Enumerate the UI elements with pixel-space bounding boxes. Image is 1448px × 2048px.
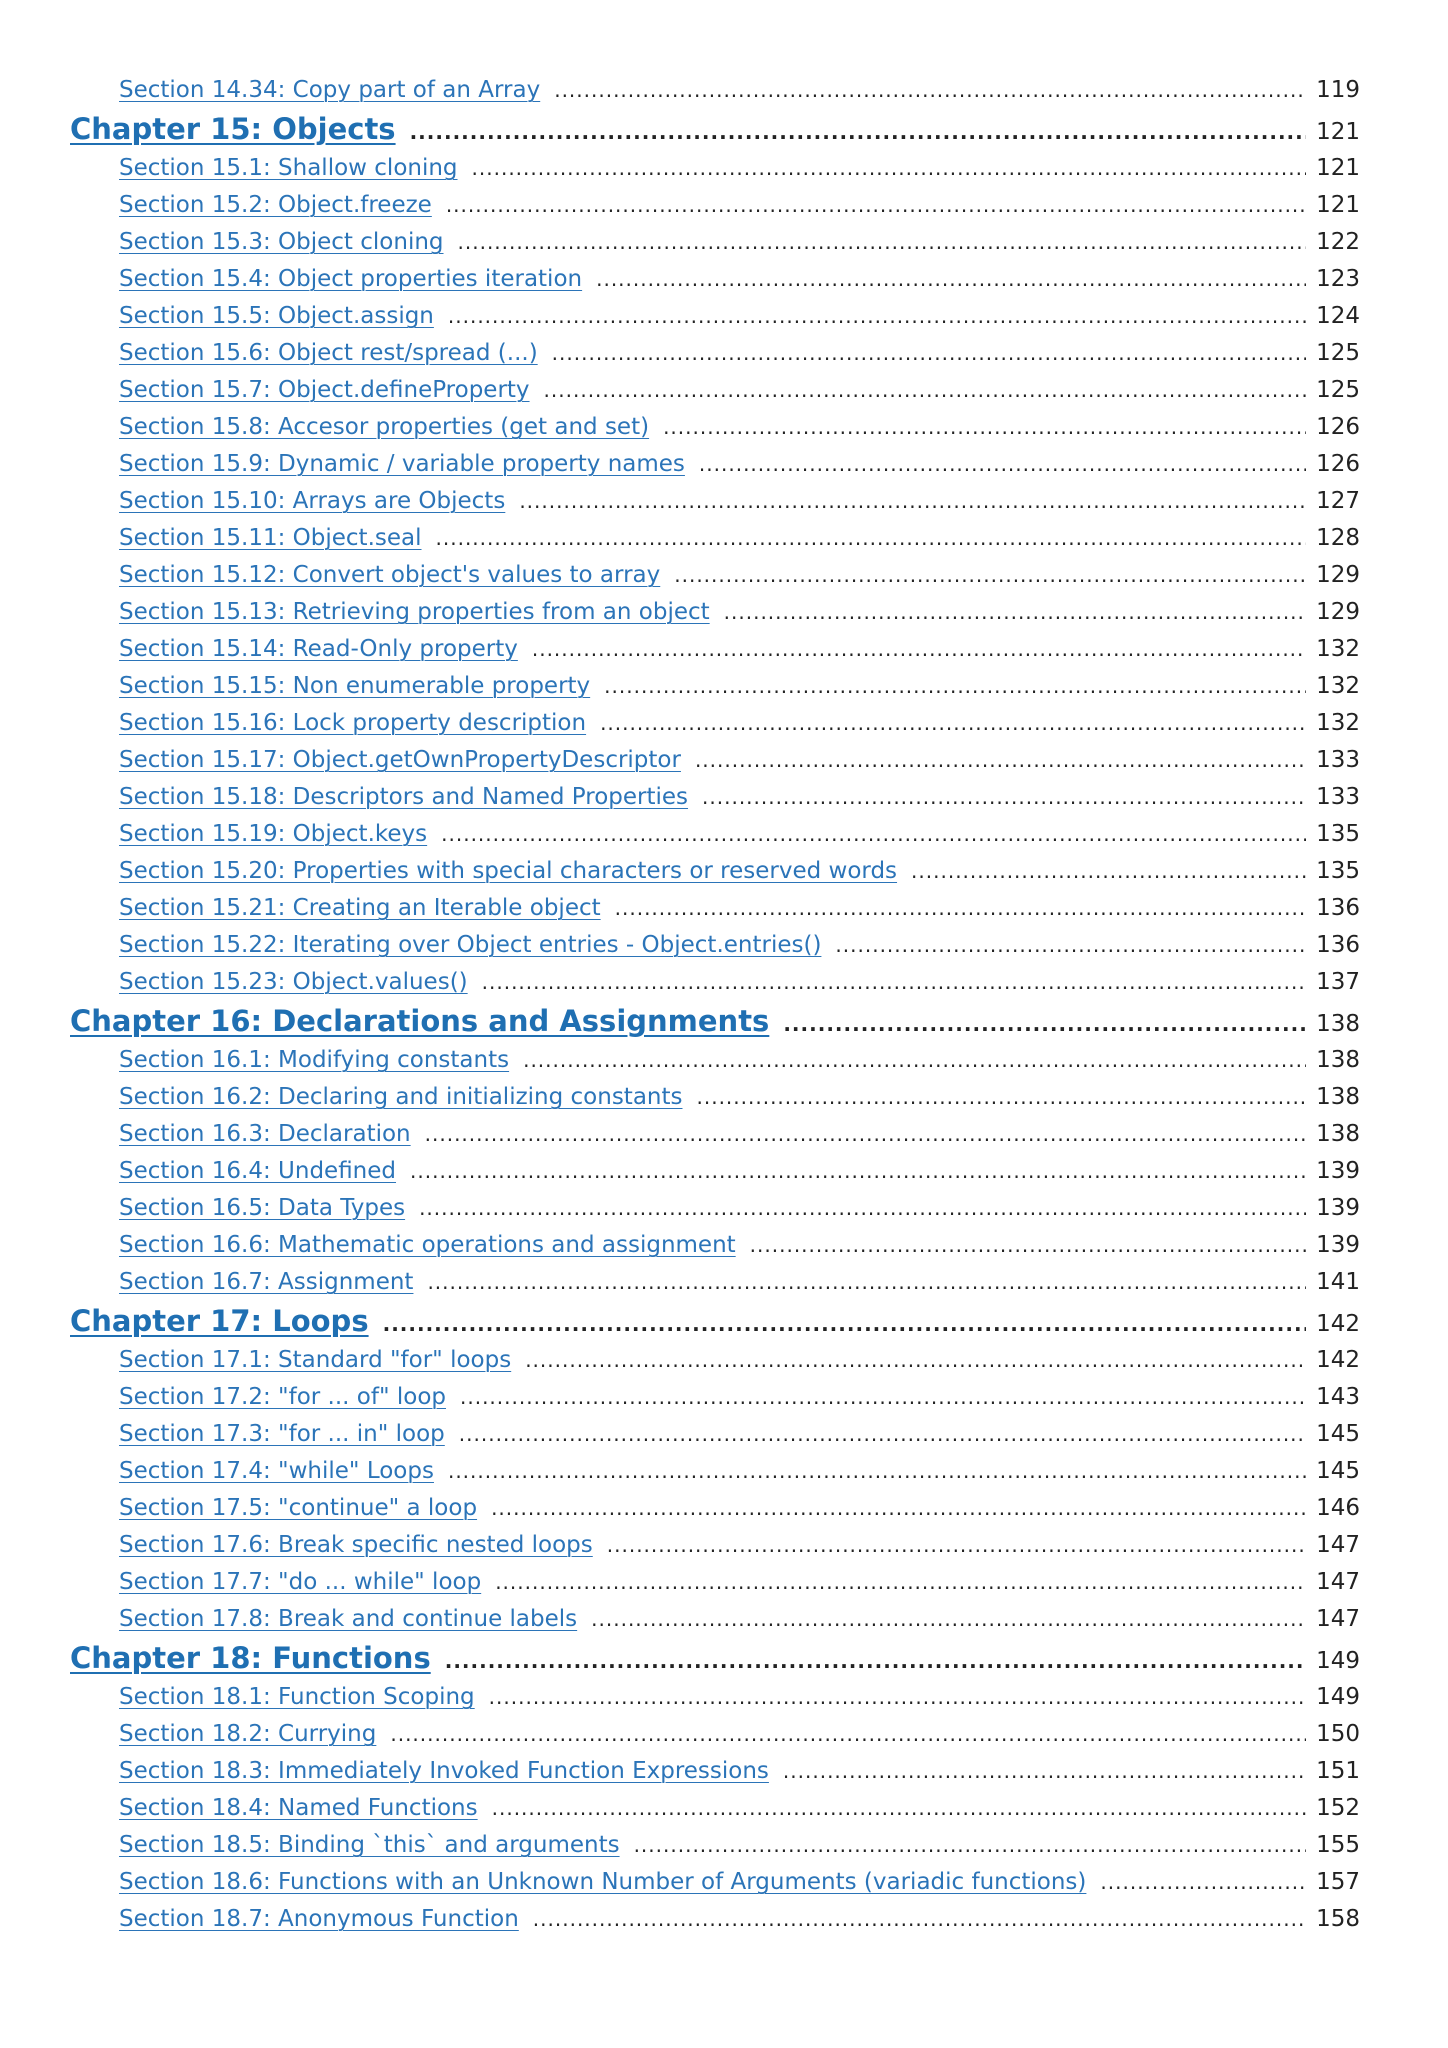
page-number: 146 (1316, 1495, 1360, 1521)
toc-section-row[interactable] (70, 1827, 1360, 1864)
page-number: 132 (1316, 673, 1360, 699)
dot-leader (1100, 1864, 1306, 1901)
page-number: 121 (1316, 192, 1360, 218)
toc-section-row[interactable] (70, 372, 1360, 409)
dot-leader (489, 1679, 1306, 1716)
section-link[interactable]: Section 15.18: Descriptors and Named Properties (119, 784, 689, 810)
page-number: 123 (1316, 266, 1360, 292)
dot-leader (695, 742, 1306, 779)
section-link[interactable]: Section 18.4: Named Functions (119, 1795, 478, 1821)
page-number: 138 (1316, 1121, 1360, 1147)
dot-leader (436, 520, 1307, 557)
section-link[interactable]: Section 15.23: Object.values() (119, 969, 468, 995)
toc-section-row[interactable] (70, 1527, 1360, 1564)
dot-leader (544, 372, 1307, 409)
page-number: 121 (1316, 155, 1360, 181)
dot-leader (532, 631, 1306, 668)
toc-section-row[interactable] (70, 557, 1360, 594)
page-number: 152 (1316, 1795, 1360, 1821)
section-link[interactable]: Section 15.9: Dynamic / variable property names (119, 451, 685, 477)
dot-leader (419, 1190, 1306, 1227)
dot-leader (615, 890, 1306, 927)
section-link[interactable]: Section 18.2: Currying (119, 1721, 377, 1747)
toc-section-row[interactable] (70, 1601, 1360, 1638)
page-number: 136 (1316, 932, 1360, 958)
toc-section-row[interactable] (70, 668, 1360, 705)
dot-leader (600, 705, 1306, 742)
section-link[interactable]: Section 15.20: Properties with special characters or reserved words (119, 858, 898, 884)
section-link[interactable]: Section 16.5: Data Types (119, 1195, 406, 1221)
page-number: 126 (1316, 451, 1360, 477)
dot-leader (472, 150, 1307, 187)
toc-section-row[interactable] (70, 1490, 1360, 1527)
dot-leader (591, 1601, 1306, 1638)
dot-leader (482, 964, 1306, 1001)
section-link[interactable]: Section 15.5: Object.assign (119, 303, 434, 329)
section-link[interactable]: Section 15.21: Creating an Iterable object (119, 895, 601, 921)
toc-section-row[interactable] (70, 927, 1360, 964)
section-link[interactable]: Section 15.17: Object.getOwnPropertyDescriptor (119, 747, 681, 773)
toc-section-row[interactable] (70, 409, 1360, 446)
toc-chapter-row[interactable] (70, 109, 1360, 150)
dot-leader (783, 1004, 1306, 1042)
toc-section-row[interactable] (70, 816, 1360, 853)
page-number: 149 (1316, 1684, 1360, 1710)
toc-section-row[interactable] (70, 1679, 1360, 1716)
toc-section-row[interactable] (70, 742, 1360, 779)
toc-chapter-row[interactable] (70, 1301, 1360, 1342)
toc-section-row[interactable] (70, 1716, 1360, 1753)
dot-leader (552, 335, 1306, 372)
section-link[interactable]: Section 18.7: Anonymous Function (119, 1906, 519, 1932)
dot-leader (445, 1641, 1306, 1679)
page-number: 158 (1316, 1906, 1360, 1932)
dot-leader (674, 557, 1306, 594)
toc-section-row[interactable] (70, 335, 1360, 372)
section-link[interactable]: Section 17.6: Break specific nested loops (119, 1532, 593, 1558)
section-link[interactable]: Section 17.5: "continue" a loop (119, 1495, 478, 1521)
table-of-contents (70, 72, 1360, 1938)
dot-leader (607, 1527, 1306, 1564)
toc-section-row[interactable] (70, 1564, 1360, 1601)
page-number: 147 (1316, 1606, 1360, 1632)
section-link[interactable]: Section 16.6: Mathematic operations and assignment (119, 1232, 736, 1258)
dot-leader (519, 483, 1306, 520)
toc-section-row[interactable] (70, 224, 1360, 261)
toc-section-row[interactable] (70, 1042, 1360, 1079)
section-link[interactable]: Section 15.15: Non enumerable property (119, 673, 591, 699)
dot-leader (410, 1153, 1306, 1190)
toc-section-row[interactable] (70, 1416, 1360, 1453)
section-link[interactable]: Section 15.11: Object.seal (119, 525, 422, 551)
section-link[interactable]: Section 17.1: Standard "for" loops (119, 1347, 512, 1373)
section-link[interactable]: Section 15.22: Iterating over Object entries - Object.entries() (119, 932, 822, 958)
toc-section-row[interactable] (70, 890, 1360, 927)
dot-leader (458, 224, 1307, 261)
dot-leader (448, 1453, 1306, 1490)
page-number: 145 (1316, 1421, 1360, 1447)
section-link[interactable]: Section 16.2: Declaring and initializing constants (119, 1084, 683, 1110)
toc-section-row[interactable] (70, 705, 1360, 742)
chapter-link[interactable]: Chapter 16: Declarations and Assignments (70, 1004, 770, 1038)
toc-section-row[interactable] (70, 1153, 1360, 1190)
toc-section-row[interactable] (70, 1864, 1360, 1901)
page-number: 138 (1316, 1047, 1360, 1073)
dot-leader (750, 1227, 1306, 1264)
toc-section-row[interactable] (70, 72, 1360, 109)
page-number: 139 (1316, 1195, 1360, 1221)
dot-leader (446, 187, 1306, 224)
toc-section-row[interactable] (70, 1079, 1360, 1116)
dot-leader (448, 298, 1306, 335)
dot-leader (427, 1264, 1306, 1301)
section-link[interactable]: Section 15.4: Object properties iteration (119, 266, 583, 292)
toc-section-row[interactable] (70, 779, 1360, 816)
page-number: 129 (1316, 599, 1360, 625)
section-link[interactable]: Section 18.1: Function Scoping (119, 1684, 475, 1710)
section-link[interactable]: Section 15.10: Arrays are Objects (119, 488, 506, 514)
section-link[interactable]: Section 15.1: Shallow cloning (119, 155, 458, 181)
toc-section-row[interactable] (70, 1264, 1360, 1301)
section-link[interactable]: Section 17.3: "for ... in" loop (119, 1421, 445, 1447)
dot-leader (604, 668, 1306, 705)
page-number: 143 (1316, 1384, 1360, 1410)
dot-leader (523, 1042, 1306, 1079)
toc-section-row[interactable] (70, 631, 1360, 668)
page-number: 133 (1316, 784, 1360, 810)
toc-section-row[interactable] (70, 446, 1360, 483)
dot-leader (702, 779, 1306, 816)
section-link[interactable]: Section 15.12: Convert object's values to array (119, 562, 661, 588)
dot-leader (697, 1079, 1307, 1116)
section-link[interactable]: Section 15.14: Read-Only property (119, 636, 518, 662)
dot-leader (383, 1304, 1307, 1342)
toc-section-row[interactable] (70, 964, 1360, 1001)
dot-leader (525, 1342, 1306, 1379)
section-link[interactable]: Section 15.6: Object rest/spread (...) (119, 340, 538, 366)
section-link[interactable]: Section 18.3: Immediately Invoked Function Expressions (119, 1758, 769, 1784)
toc-section-row[interactable] (70, 1379, 1360, 1416)
toc-section-row[interactable] (70, 1753, 1360, 1790)
section-link[interactable]: Section 15.16: Lock property description (119, 710, 587, 736)
page-number: 155 (1316, 1832, 1360, 1858)
page-number: 121 (1316, 119, 1360, 145)
page-number: 129 (1316, 562, 1360, 588)
dot-leader (495, 1564, 1306, 1601)
page-number: 135 (1316, 858, 1360, 884)
dot-leader (783, 1753, 1306, 1790)
dot-leader (459, 1416, 1306, 1453)
page-number: 141 (1316, 1269, 1360, 1295)
section-link[interactable]: Section 15.3: Object cloning (119, 229, 444, 255)
page-number: 136 (1316, 895, 1360, 921)
page-number: 119 (1316, 77, 1360, 103)
chapter-link[interactable]: Chapter 17: Loops (70, 1304, 369, 1338)
toc-section-row[interactable] (70, 1116, 1360, 1153)
page-number: 125 (1316, 377, 1360, 403)
dot-leader (634, 1827, 1307, 1864)
page-number: 137 (1316, 969, 1360, 995)
page-number: 139 (1316, 1158, 1360, 1184)
page-number: 132 (1316, 710, 1360, 736)
section-link[interactable]: Section 16.4: Undefined (119, 1158, 397, 1184)
dot-leader (699, 446, 1306, 483)
dot-leader (663, 409, 1306, 446)
section-link[interactable]: Section 17.7: "do ... while" loop (119, 1569, 482, 1595)
toc-section-row[interactable] (70, 1227, 1360, 1264)
toc-section-row[interactable] (70, 594, 1360, 631)
section-link[interactable]: Section 17.8: Break and continue labels (119, 1606, 578, 1632)
section-link[interactable]: Section 17.4: "while" Loops (119, 1458, 434, 1484)
page-number: 135 (1316, 821, 1360, 847)
section-link[interactable]: Section 18.5: Binding `this` and arguments (119, 1832, 620, 1858)
chapter-link[interactable]: Chapter 15: Objects (70, 112, 396, 146)
dot-leader (835, 927, 1306, 964)
dot-leader (390, 1716, 1306, 1753)
toc-section-row[interactable] (70, 1901, 1360, 1938)
page-number: 125 (1316, 340, 1360, 366)
dot-leader (410, 112, 1307, 150)
toc-section-row[interactable] (70, 1342, 1360, 1379)
page-number: 142 (1316, 1311, 1360, 1337)
toc-section-row[interactable] (70, 150, 1360, 187)
dot-leader (554, 72, 1306, 109)
section-link[interactable]: Section 15.7: Object.defineProperty (119, 377, 530, 403)
section-link[interactable]: Section 16.3: Declaration (119, 1121, 411, 1147)
section-link[interactable]: Section 15.13: Retrieving properties from an object (119, 599, 710, 625)
section-link[interactable]: Section 14.34: Copy part of an Array (119, 77, 541, 103)
section-link[interactable]: Section 15.8: Accesor properties (get and set) (119, 414, 650, 440)
section-link[interactable]: Section 18.6: Functions with an Unknown Number of Arguments (variadic functions) (119, 1869, 1087, 1895)
toc-section-row[interactable] (70, 520, 1360, 557)
page-number: 139 (1316, 1232, 1360, 1258)
toc-section-row[interactable] (70, 1190, 1360, 1227)
dot-leader (491, 1490, 1306, 1527)
chapter-link[interactable]: Chapter 18: Functions (70, 1641, 431, 1675)
page-number: 157 (1316, 1869, 1360, 1895)
dot-leader (911, 853, 1306, 890)
dot-leader (441, 816, 1306, 853)
dot-leader (492, 1790, 1306, 1827)
page-number: 150 (1316, 1721, 1360, 1747)
page-number: 133 (1316, 747, 1360, 773)
page-number: 132 (1316, 636, 1360, 662)
section-link[interactable]: Section 15.2: Object.freeze (119, 192, 432, 218)
page-number: 151 (1316, 1758, 1360, 1784)
page-number: 145 (1316, 1458, 1360, 1484)
page-number: 147 (1316, 1532, 1360, 1558)
page-number: 127 (1316, 488, 1360, 514)
toc-section-row[interactable] (70, 261, 1360, 298)
toc-chapter-row[interactable] (70, 1001, 1360, 1042)
page-number: 138 (1316, 1084, 1360, 1110)
toc-section-row[interactable] (70, 853, 1360, 890)
page-number: 126 (1316, 414, 1360, 440)
toc-section-row[interactable] (70, 187, 1360, 224)
page-number: 138 (1316, 1011, 1360, 1037)
section-link[interactable]: Section 17.2: "for ... of" loop (119, 1384, 446, 1410)
toc-section-row[interactable] (70, 1790, 1360, 1827)
section-link[interactable]: Section 15.19: Object.keys (119, 821, 428, 847)
section-link[interactable]: Section 16.7: Assignment (119, 1269, 414, 1295)
page-number: 128 (1316, 525, 1360, 551)
dot-leader (533, 1901, 1306, 1938)
dot-leader (724, 594, 1306, 631)
dot-leader (596, 261, 1306, 298)
toc-section-row[interactable] (70, 298, 1360, 335)
page-number: 122 (1316, 229, 1360, 255)
toc-chapter-row[interactable] (70, 1638, 1360, 1679)
section-link[interactable]: Section 16.1: Modifying constants (119, 1047, 510, 1073)
page-number: 147 (1316, 1569, 1360, 1595)
page-number: 142 (1316, 1347, 1360, 1373)
page-number: 124 (1316, 303, 1360, 329)
toc-section-row[interactable] (70, 483, 1360, 520)
dot-leader (460, 1379, 1306, 1416)
dot-leader (425, 1116, 1306, 1153)
page-number: 149 (1316, 1648, 1360, 1674)
toc-section-row[interactable] (70, 1453, 1360, 1490)
